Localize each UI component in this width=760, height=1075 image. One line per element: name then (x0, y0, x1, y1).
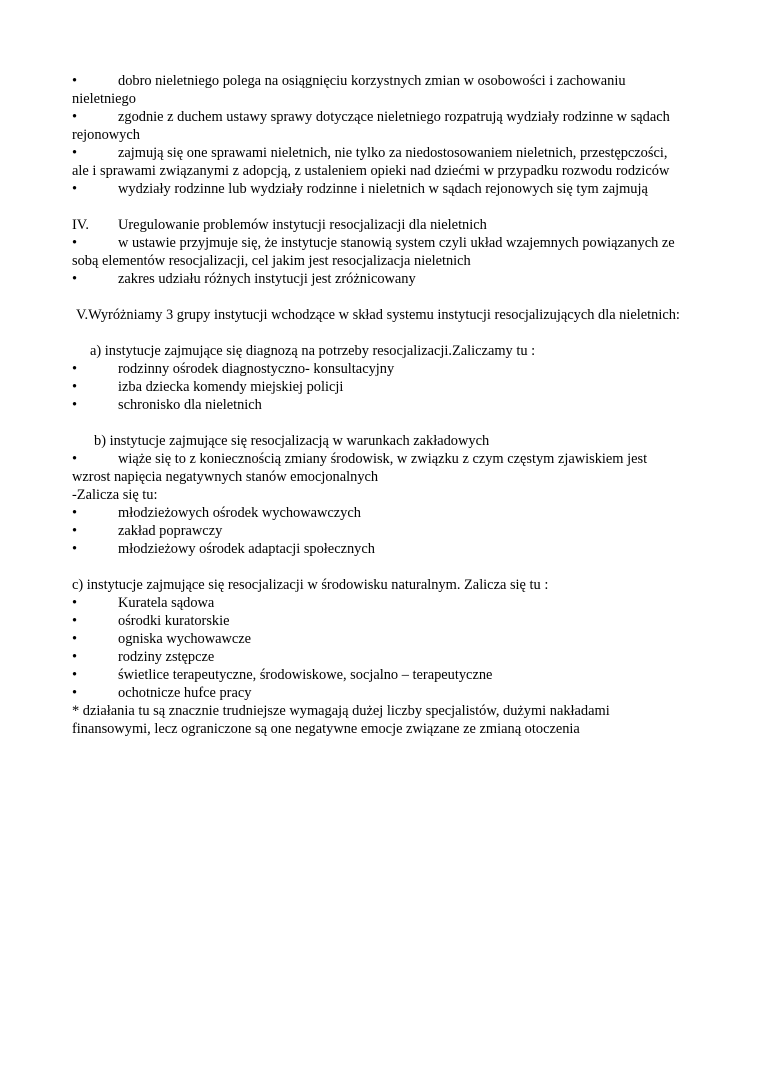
list-item-text: zgodnie z duchem ustawy sprawy dotyczące nieletniego rozpatrują wydziały rodzinne w sądach rejonowych (72, 109, 670, 143)
list-item-text: wiąże się to z koniecznością zmiany środowisk, w związku z czym częstym zjawiskiem jest wzrost napięcia negatywnych stanów emocjonalnych (72, 451, 648, 485)
list-item (72, 666, 682, 684)
list-item-text: Kuratela sądowa (118, 595, 215, 611)
bullet-glyph: • (72, 271, 78, 287)
bullet-glyph: • (72, 631, 78, 647)
list-item (72, 612, 682, 630)
list-item (72, 72, 682, 108)
group-b-heading: b) instytucje zajmujące się resocjalizacją w warunkach zakładowych (94, 433, 490, 449)
list-item-text: młodzieżowy ośrodek adaptacji społecznych (118, 541, 375, 557)
bullet-glyph: • (72, 541, 78, 557)
bullet-glyph: • (72, 145, 78, 161)
list-item-text: dobro nieletniego polega na osiągnięciu korzystnych zmian w osobowości i zachowaniu nieletniego (72, 73, 626, 107)
list-item (72, 684, 682, 702)
group-a-heading: a) instytucje zajmujące się diagnozą na potrzeby resocjalizacji.Zaliczamy tu : (90, 343, 536, 359)
list-item (72, 396, 682, 414)
group-b-subheading: -Zalicza się tu: (72, 487, 158, 503)
list-item (72, 234, 682, 270)
section-iv-heading (72, 216, 682, 234)
bullet-glyph: • (72, 451, 78, 467)
bullet-glyph: • (72, 73, 78, 89)
group-c-heading: c) instytucje zajmujące się resocjalizacji w środowisku naturalnym. Zalicza się tu : (72, 577, 549, 593)
list-item-text: zakres udziału różnych instytucji jest zróżnicowany (118, 271, 416, 287)
list-item-text: ogniska wychowawcze (118, 631, 252, 647)
section-number: IV. (72, 217, 89, 233)
list-item-text: ośrodki kuratorskie (118, 613, 230, 629)
bullet-glyph: • (72, 505, 78, 521)
list-item (72, 648, 682, 666)
list-item (72, 360, 682, 378)
bullet-glyph: • (72, 361, 78, 377)
bullet-glyph: • (72, 109, 78, 125)
list-item-text: świetlice terapeutyczne, środowiskowe, socjalno – terapeutyczne (118, 667, 493, 683)
section-v-heading: V.Wyróżniamy 3 grupy instytucji wchodzące w skład systemu instytucji resocjalizujących dla nieletnich: (76, 307, 680, 323)
section-title: Uregulowanie problemów instytucji resocjalizacji dla nieletnich (118, 217, 487, 233)
bullet-glyph: • (72, 613, 78, 629)
list-item-text: młodzieżowych ośrodek wychowawczych (118, 505, 361, 521)
bullet-glyph: • (72, 379, 78, 395)
bullet-glyph: • (72, 685, 78, 701)
intro-bullet-list (72, 72, 682, 198)
list-item (72, 144, 682, 180)
list-item (72, 378, 682, 396)
bullet-glyph: • (72, 181, 78, 197)
list-item-text: zajmują się one sprawami nieletnich, nie tylko za niedostosowaniem nieletnich, przestępczości, ale i sprawami związanymi z adopcją, z ustaleniem opieki nad dziećmi w przypadku rozwodu rodziców (72, 145, 670, 179)
bullet-glyph: • (72, 235, 78, 251)
bullet-glyph: • (72, 595, 78, 611)
list-item-text: rodzinny ośrodek diagnostyczno- konsultacyjny (118, 361, 395, 377)
list-item (72, 522, 682, 540)
group-c-note: * działania tu są znacznie trudniejsze wymagają dużej liczby specjalistów, dużymi nakładami finansowymi, lecz ograniczone są one negatywne emocje związane ze zmianą otoczenia (72, 703, 610, 737)
list-item (72, 450, 682, 486)
list-item-text: w ustawie przyjmuje się, że instytucje stanowią system czyli układ wzajemnych powiązanych ze sobą elementów resocjalizacji, cel jakim jest resocjalizacja nieletnich (72, 235, 675, 269)
bullet-glyph: • (72, 397, 78, 413)
list-item-text: izba dziecka komendy miejskiej policji (118, 379, 344, 395)
list-item (72, 594, 682, 612)
list-item (72, 180, 682, 198)
list-item-text: schronisko dla nieletnich (118, 397, 262, 413)
list-item-text: zakład poprawczy (118, 523, 223, 539)
bullet-glyph: • (72, 649, 78, 665)
list-item (72, 504, 682, 522)
list-item-text: rodziny zstępcze (118, 649, 215, 665)
list-item (72, 270, 682, 288)
list-item-text: ochotnicze hufce pracy (118, 685, 252, 701)
list-item (72, 108, 682, 144)
list-item (72, 630, 682, 648)
bullet-glyph: • (72, 667, 78, 683)
list-item-text: wydziały rodzinne lub wydziały rodzinne i nieletnich w sądach rejonowych się tym zajmują (118, 181, 648, 197)
bullet-glyph: • (72, 523, 78, 539)
list-item (72, 540, 682, 558)
